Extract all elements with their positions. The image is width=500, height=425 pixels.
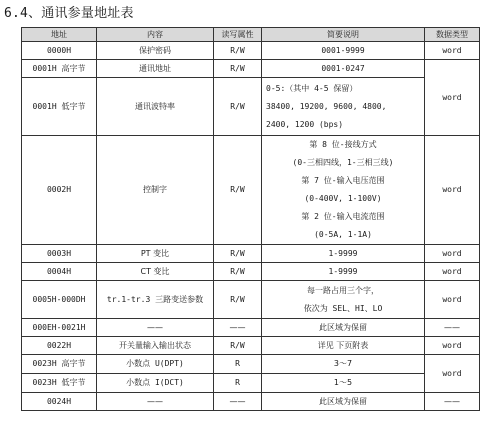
cell-address: 0002H xyxy=(22,136,97,245)
cell-data-type: word xyxy=(425,263,480,281)
table-row xyxy=(22,281,480,319)
cell-content: 开关量输入输出状态 xyxy=(97,337,214,355)
table-row xyxy=(22,136,480,245)
register-address-table xyxy=(21,27,480,411)
cell-rw: R/W xyxy=(214,263,262,281)
description-line: (0-三相四线，1-三相三线) xyxy=(292,158,394,167)
section-number: 6.4、 xyxy=(4,6,42,21)
cell-address: 0004H xyxy=(22,263,97,281)
cell-rw: R/W xyxy=(214,78,262,136)
cell-data-type: word xyxy=(425,337,480,355)
table-row xyxy=(22,393,480,411)
cell-rw: R/W xyxy=(214,136,262,245)
cell-address: 0022H xyxy=(22,337,97,355)
cell-content: 通讯波特率 xyxy=(97,78,214,136)
cell-data-type: word xyxy=(425,42,480,60)
table-row xyxy=(22,60,480,78)
cell-content: —— xyxy=(97,319,214,337)
cell-content: 保护密码 xyxy=(97,42,214,60)
cell-address: 0023H 高字节 xyxy=(22,355,97,374)
cell-rw: —— xyxy=(214,393,262,411)
cell-data-type: word xyxy=(425,281,480,319)
cell-data-type: word xyxy=(425,245,480,263)
cell-content: 小数点 U(DPT) xyxy=(97,355,214,374)
cell-content: tr.1-tr.3 三路变送参数 xyxy=(97,281,214,319)
cell-content: 通讯地址 xyxy=(97,60,214,78)
cell-content: 控制字 xyxy=(97,136,214,245)
cell-content: PT 变比 xyxy=(97,245,214,263)
cell-description: 1-9999 xyxy=(262,263,425,281)
table-row xyxy=(22,263,480,281)
cell-content: 小数点 I(DCT) xyxy=(97,374,214,393)
cell-data-type: word xyxy=(425,136,480,245)
cell-description xyxy=(262,136,425,245)
header-content: 内容 xyxy=(97,28,214,42)
cell-data-type: word xyxy=(425,60,480,136)
header-data-type: 数据类型 xyxy=(425,28,480,42)
cell-rw: R/W xyxy=(214,60,262,78)
cell-data-type: word xyxy=(425,355,480,393)
cell-address: 0005H-000DH xyxy=(22,281,97,319)
cell-description: 详见 下页附表 xyxy=(262,337,425,355)
description-line: 依次为 SEL、HI、LO xyxy=(303,303,383,313)
cell-description: 0001-9999 xyxy=(262,42,425,60)
cell-address: 0003H xyxy=(22,245,97,263)
cell-address: 0000H xyxy=(22,42,97,60)
cell-address: 0001H 低字节 xyxy=(22,78,97,136)
cell-description: 此区域为保留 xyxy=(262,319,425,337)
table-row xyxy=(22,319,480,337)
cell-rw: R/W xyxy=(214,337,262,355)
table-row xyxy=(22,245,480,263)
cell-content: —— xyxy=(97,393,214,411)
header-rw: 读写属性 xyxy=(214,28,262,42)
cell-description: 1-9999 xyxy=(262,245,425,263)
table-row xyxy=(22,337,480,355)
description-line: 0-5:（其中 4-5 保留） xyxy=(266,83,358,93)
header-description: 简要说明 xyxy=(262,28,425,42)
description-line: 第 8 位-接线方式 xyxy=(309,140,377,149)
cell-description xyxy=(262,281,425,319)
description-line: (0-400V, 1-100V) xyxy=(304,194,382,203)
cell-data-type: —— xyxy=(425,319,480,337)
description-line: 每一路占用三个字， xyxy=(307,285,379,295)
cell-address: 000EH-0021H xyxy=(22,319,97,337)
section-heading xyxy=(4,2,134,21)
description-line: 38400, 19200, 9600, 4800, xyxy=(266,101,387,111)
cell-data-type: —— xyxy=(425,393,480,411)
cell-description xyxy=(262,78,425,136)
cell-rw: —— xyxy=(214,319,262,337)
cell-address: 0001H 高字节 xyxy=(22,60,97,78)
table-row xyxy=(22,78,480,136)
table-row xyxy=(22,355,480,374)
cell-content: CT 变比 xyxy=(97,263,214,281)
header-address: 地址 xyxy=(22,28,97,42)
table-row xyxy=(22,42,480,60)
cell-rw: R/W xyxy=(214,42,262,60)
cell-rw: R/W xyxy=(214,281,262,319)
description-line: 2400, 1200 (bps) xyxy=(266,119,344,129)
cell-address: 0024H xyxy=(22,393,97,411)
section-title: 通讯参量地址表 xyxy=(41,6,134,21)
cell-rw: R xyxy=(214,374,262,393)
cell-rw: R xyxy=(214,355,262,374)
cell-description: 此区域为保留 xyxy=(262,393,425,411)
cell-address: 0023H 低字节 xyxy=(22,374,97,393)
cell-description: 3～7 xyxy=(262,355,425,374)
description-line: 第 2 位-输入电流范围 xyxy=(301,212,385,221)
cell-rw: R/W xyxy=(214,245,262,263)
cell-description: 0001-0247 xyxy=(262,60,425,78)
description-line: 第 7 位-输入电压范围 xyxy=(301,176,385,185)
table-header-row xyxy=(22,28,480,42)
cell-description: 1～5 xyxy=(262,374,425,393)
description-line: (0-5A, 1-1A) xyxy=(314,230,372,239)
table-row xyxy=(22,374,480,393)
